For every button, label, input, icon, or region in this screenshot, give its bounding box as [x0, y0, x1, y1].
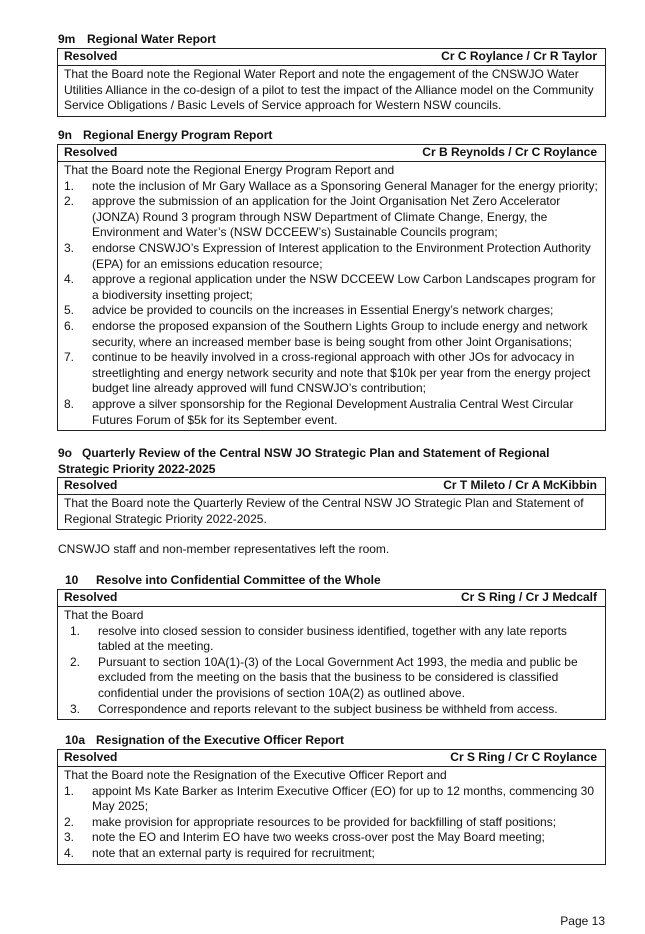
list-item: 6. endorse the proposed expansion of the Southern Lights Group to include energy and network security, where an increased member base is being sought from other Joint Organisations; [64, 318, 588, 349]
list-item: 4. note that an external party is required for recruitment; [64, 845, 375, 860]
resolution-box-10 [57, 589, 606, 720]
resolution-header: Resolved Cr T Mileto / Cr A McKibbin [58, 478, 605, 495]
resolution-intro: That the Board [64, 608, 144, 622]
list-item: 1. appoint Ms Kate Barker as Interim Executive Officer (EO) for up to 12 months, commencing 30 May 2025; [64, 783, 594, 814]
resolution-header: Resolved Cr S Ring / Cr C Roylance [58, 750, 605, 767]
list-item: 3. endorse CNSWJO’s Expression of Interest application to the Environment Protection Authority (EPA) for an emissions education resource; [64, 240, 591, 271]
section-9o-heading: 9o Quarterly Review of the Central NSW JO Strategic Plan and Statement of Regional Strategic Priority 2022-2025 [58, 446, 550, 476]
list-item: 1. note the inclusion of Mr Gary Wallace as a Sponsoring General Manager for the energy priority; [64, 178, 598, 193]
list-item: 4. approve a regional application under the NSW DCCEEW Low Carbon Landscapes program for a biodiversity insetting project; [64, 272, 596, 302]
section-9n-heading: 9n Regional Energy Program Report [58, 128, 273, 142]
resolution-box-9o [57, 477, 606, 530]
list-item: 1. resolve into closed session to consider business identified, together with any late reports tabled at the meeting. [70, 623, 567, 654]
resolution-text: That the Board note the Quarterly Review of the Central NSW JO Strategic Plan and Statement of Regional Strategic Priority 2022-2025. [64, 496, 584, 526]
list-item: 3. note the EO and Interim EO have two weeks cross-over post the May Board meeting; [64, 830, 545, 845]
resolution-box-9m [57, 48, 606, 117]
list-item: 7. continue to be heavily involved in a cross-regional approach with other JOs for advocacy in streetlighting and energy network security and note that $10k per year from the energy project budget line already approved will fund CNSWJO’s contribution; [64, 350, 591, 396]
staff-left-note: CNSWJO staff and non-member representatives left the room. [58, 542, 390, 556]
resolution-intro: That the Board note the Resignation of the Executive Officer Report and [64, 768, 447, 782]
list-item: 5. advice be provided to councils on the increases in Essential Energy’s network charges; [64, 303, 554, 318]
list-item: 8. approve a silver sponsorship for the Regional Development Australia Central West Circular Futures Forum of $5k for its September event. [64, 396, 574, 427]
resolution-header: Resolved Cr C Roylance / Cr R Taylor [58, 49, 605, 66]
resolution-text: That the Board note the Regional Water Report and note the engagement of the CNSWJO Water Utilities Alliance in the co-design of a pilot to test the impact of the Alliance model on the Community Service Obligations / Basic Levels of Service approach for Western NSW councils. [64, 67, 594, 113]
section-10-heading: 10 Resolve into Confidential Committee of the Whole [65, 573, 381, 587]
section-9m-heading: 9m Regional Water Report [58, 32, 216, 46]
resolution-box-9n [57, 144, 606, 431]
resolution-box-10a [57, 749, 606, 865]
resolution-intro: That the Board note the Regional Energy Program Report and [64, 163, 395, 177]
list-item: 2. approve the submission of an application for the Joint Organisation Net Zero Accelerator (JONZA) Round 3 program through NSW Department of Climate Change, Energy, the Environment and Water’s (NSW DCCEEW’s) Sustainable Councils program; [64, 194, 561, 240]
resolution-header: Resolved Cr S Ring / Cr J Medcalf [58, 590, 605, 607]
list-item: 2. Pursuant to section 10A(1)-(3) of the Local Government Act 1993, the media and public be excluded from the meeting on the basis that the business to be considered is classified confidential under the provisions of section 10A(2) as outlined above. [70, 654, 578, 700]
section-10a-heading: 10a Resignation of the Executive Officer Report [65, 733, 345, 747]
list-item: 3. Correspondence and reports relevant to the subject business be withheld from access. [70, 701, 558, 716]
page-number: Page 13 [560, 914, 605, 928]
list-item: 2. make provision for appropriate resources to be provided for backfilling of staff positions; [64, 814, 557, 829]
resolution-header: Resolved Cr B Reynolds / Cr C Roylance [58, 145, 605, 162]
